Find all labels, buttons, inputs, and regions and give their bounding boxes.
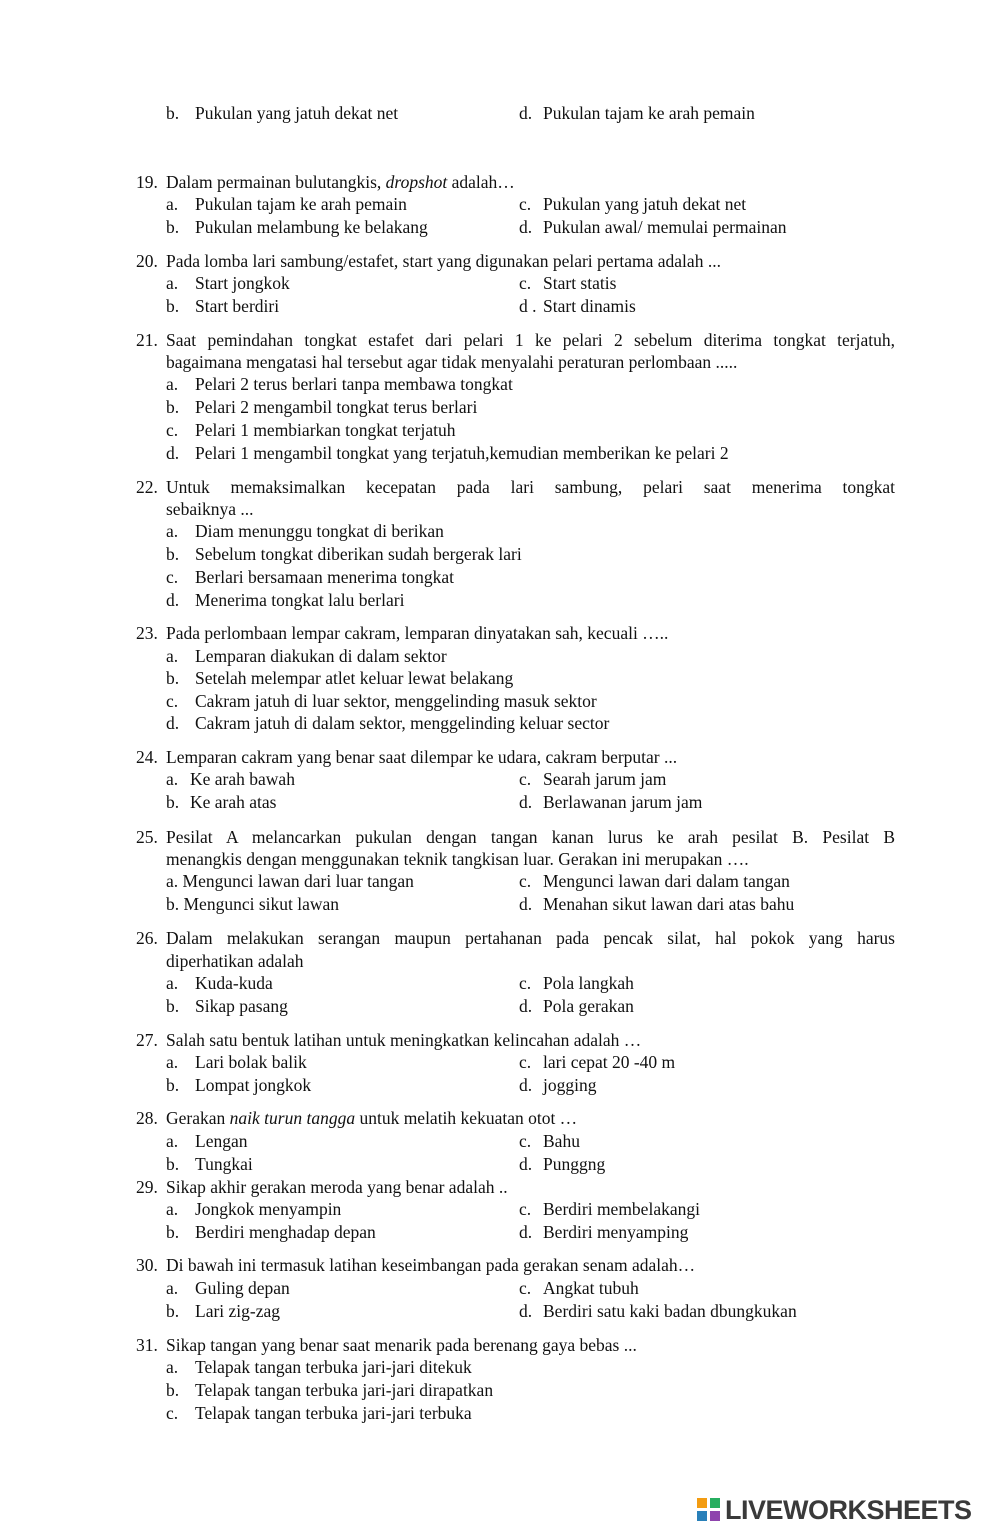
liveworksheets-logo-icon <box>697 1498 721 1522</box>
option-text: Pelari 2 terus berlari tanpa membawa tongkat <box>195 374 513 394</box>
question-22-text-line-1: Untuk memaksimalkan kecepatan pada lari sambung, pelari saat menerima tongkat <box>166 477 895 497</box>
option-letter: a. <box>166 1131 179 1151</box>
option-letter: a. <box>166 769 179 789</box>
option-letter: d. <box>519 1301 533 1321</box>
question-21-text-line-1: Saat pemindahan tongkat estafet dari pelari 1 ke pelari 2 sebelum diterima tongkat terjatuh, <box>166 330 895 350</box>
option-letter: d. <box>519 1075 533 1095</box>
question-29-option-c <box>519 1198 700 1220</box>
option-text: Start dinamis <box>543 296 636 316</box>
question-28-option-c <box>519 1130 580 1152</box>
question-31-text: Sikap tangan yang benar saat menarik pada berenang gaya bebas ... <box>166 1335 637 1355</box>
option-text: Start berdiri <box>195 296 280 316</box>
question-text-part: Dalam permainan bulutangkis, <box>166 172 386 192</box>
question-29-option-a <box>166 1198 341 1220</box>
question-21-option-d <box>166 442 729 464</box>
option-letter: c. <box>166 420 179 440</box>
option-letter: d. <box>166 713 180 733</box>
question-24-text: Lemparan cakram yang benar saat dilempar ke udara, cakram berputar ... <box>166 747 678 767</box>
option-letter: d. <box>519 792 533 812</box>
question-26-number: 26. <box>136 928 158 948</box>
option-letter: c. <box>519 1199 532 1219</box>
option-letter: d. <box>166 590 180 610</box>
option-text: Cakram jatuh di dalam sektor, menggelinding keluar sector <box>195 713 610 733</box>
option-text: Berlari bersamaan menerima tongkat <box>195 567 454 587</box>
question-23-text: Pada perlombaan lempar cakram, lemparan dinyatakan sah, kecuali ….. <box>166 623 669 643</box>
question-30-option-d <box>519 1300 797 1322</box>
question-text-part: adalah… <box>447 172 515 192</box>
option-text: Start jongkok <box>195 273 290 293</box>
question-text-part: Gerakan <box>166 1108 230 1128</box>
question-28-option-a <box>166 1130 247 1152</box>
option-text: Pelari 1 membiarkan tongkat terjatuh <box>195 420 456 440</box>
option-letter: b. <box>166 1301 180 1321</box>
question-24-option-a <box>166 768 295 790</box>
question-30-text: Di bawah ini termasuk latihan keseimbangan pada gerakan senam adalah… <box>166 1255 696 1275</box>
option-letter: a. <box>166 1357 179 1377</box>
question-22-option-d <box>166 589 404 611</box>
option-text: Lompat jongkok <box>195 1075 312 1095</box>
question-29-option-b <box>166 1221 376 1243</box>
question-22-option-b <box>166 543 522 565</box>
option-text: Pelari 2 mengambil tongkat terus berlari <box>195 397 478 417</box>
question-20-option-c <box>519 272 616 294</box>
option-letter: d. <box>519 1154 533 1174</box>
question-19-number: 19. <box>136 172 158 192</box>
option-text: Berlawanan jarum jam <box>543 792 703 812</box>
liveworksheets-logo-text: LIVEWORKSHEETS <box>725 1494 972 1525</box>
question-27-text: Salah satu bentuk latihan untuk meningkatkan kelincahan adalah … <box>166 1030 642 1050</box>
question-20-text: Pada lomba lari sambung/estafet, start yang digunakan pelari pertama adalah ... <box>166 251 721 271</box>
option-b <box>166 102 398 124</box>
option-text: Sikap pasang <box>195 996 288 1016</box>
option-text: lari cepat 20 -40 m <box>543 1052 676 1072</box>
option-text: Jongkok menyampin <box>195 1199 342 1219</box>
question-20-option-d <box>519 295 636 317</box>
option-letter: b. <box>166 397 180 417</box>
question-29-option-d <box>519 1221 688 1243</box>
option-letter: c. <box>166 691 179 711</box>
question-25-option-b <box>166 893 339 915</box>
option-text: Ke arah bawah <box>190 769 295 789</box>
option-letter: c. <box>519 973 532 993</box>
option-letter: d. <box>519 894 533 914</box>
option-text: Ke arah atas <box>190 792 277 812</box>
option-text: Mengunci lawan dari dalam tangan <box>543 871 790 891</box>
question-text-emphasis: naik turun tangga <box>229 1108 356 1128</box>
question-25-option-c <box>519 870 790 892</box>
option-text: Telapak tangan terbuka jari-jari terbuka <box>195 1403 472 1423</box>
option-text: Telapak tangan terbuka jari-jari dirapatkan <box>195 1380 494 1400</box>
option-text: Mengunci sikut lawan <box>183 894 340 914</box>
option-letter: b. <box>166 1075 180 1095</box>
question-22-option-c <box>166 566 454 588</box>
option-letter: b. <box>166 1380 180 1400</box>
question-22-option-a <box>166 520 444 542</box>
option-text: Lari zig-zag <box>195 1301 281 1321</box>
option-letter: d. <box>519 996 533 1016</box>
question-27-option-d <box>519 1074 596 1096</box>
question-21-option-b <box>166 396 477 418</box>
option-text: Tungkai <box>195 1154 253 1174</box>
option-letter: d. <box>166 443 180 463</box>
question-29-text: Sikap akhir gerakan meroda yang benar adalah .. <box>166 1177 508 1197</box>
option-text: Start statis <box>543 273 617 293</box>
question-25-number: 25. <box>136 827 158 847</box>
option-letter: b. <box>166 792 180 812</box>
option-text: Pukulan yang jatuh dekat net <box>543 194 747 214</box>
option-letter: b. <box>166 544 180 564</box>
question-23-option-a <box>166 645 447 667</box>
option-text: Berdiri membelakangi <box>543 1199 700 1219</box>
option-text: Guling depan <box>195 1278 290 1298</box>
question-20-number: 20. <box>136 251 158 271</box>
question-30-number: 30. <box>136 1255 158 1275</box>
option-text: Diam menunggu tongkat di berikan <box>195 521 444 541</box>
option-text: Menahan sikut lawan dari atas bahu <box>543 894 795 914</box>
option-letter: b. <box>166 894 180 914</box>
question-28-number: 28. <box>136 1108 158 1128</box>
question-26-option-d <box>519 995 634 1017</box>
question-26-option-a <box>166 972 273 994</box>
option-letter: d. <box>519 217 533 237</box>
option-letter: a. <box>166 1052 179 1072</box>
option-letter: a. <box>166 374 179 394</box>
option-letter: c. <box>166 1403 179 1423</box>
question-28-text <box>166 1107 577 1129</box>
question-23-number: 23. <box>136 623 158 643</box>
question-26-text-line-2: diperhatikan adalah <box>166 951 304 971</box>
option-letter: b. <box>166 296 180 316</box>
question-24-option-d <box>519 791 702 813</box>
option-text: Bahu <box>543 1131 580 1151</box>
option-text: Pola gerakan <box>543 996 634 1016</box>
option-text: Sebelum tongkat diberikan sudah bergerak lari <box>195 544 522 564</box>
question-31-number: 31. <box>136 1335 158 1355</box>
question-27-number: 27. <box>136 1030 158 1050</box>
option-text: Angkat tubuh <box>543 1278 639 1298</box>
option-letter: b. <box>166 1222 180 1242</box>
option-text: Pukulan awal/ memulai permainan <box>543 217 787 237</box>
question-28-option-b <box>166 1153 253 1175</box>
option-text: Berdiri menyamping <box>543 1222 689 1242</box>
option-text: Mengunci lawan dari luar tangan <box>182 871 414 891</box>
question-24-option-b <box>166 791 276 813</box>
option-letter: d. <box>519 103 533 123</box>
question-29-number: 29. <box>136 1177 158 1197</box>
question-25-option-a <box>166 870 414 892</box>
option-text: Pukulan tajam ke arah pemain <box>543 103 755 123</box>
option-letter: b. <box>166 668 180 688</box>
option-letter: d . <box>519 296 537 316</box>
option-letter: a. <box>166 1278 179 1298</box>
option-text: Pola langkah <box>543 973 634 993</box>
option-letter: c. <box>519 769 532 789</box>
option-letter: a. <box>166 1199 179 1219</box>
question-31-option-c <box>166 1402 472 1424</box>
option-text: Lari bolak balik <box>195 1052 307 1072</box>
question-27-option-a <box>166 1051 307 1073</box>
question-31-option-a <box>166 1356 472 1378</box>
question-21-number: 21. <box>136 330 158 350</box>
option-letter: a. <box>166 646 179 666</box>
question-25-text-line-1: Pesilat A melancarkan pukulan dengan tangan kanan lurus ke arah pesilat B. Pesilat B <box>166 827 895 847</box>
question-21-option-c <box>166 419 455 441</box>
question-25-text-line-2: menangkis dengan menggunakan teknik tangkisan luar. Gerakan ini merupakan …. <box>166 849 749 869</box>
option-letter: a. <box>166 871 179 891</box>
option-letter: c. <box>519 871 532 891</box>
option-letter: a. <box>166 521 179 541</box>
question-19-option-a <box>166 193 407 215</box>
question-23-option-c <box>166 690 597 712</box>
question-19-option-c <box>519 193 746 215</box>
option-letter: b. <box>166 996 180 1016</box>
question-25-option-d <box>519 893 794 915</box>
question-20-option-b <box>166 295 279 317</box>
option-letter: a. <box>166 273 179 293</box>
option-text: Lengan <box>195 1131 248 1151</box>
option-text: Punggng <box>543 1154 606 1174</box>
question-19-option-d <box>519 216 786 238</box>
option-text: Berdiri satu kaki badan dbungkukan <box>543 1301 797 1321</box>
question-19-option-b <box>166 216 428 238</box>
option-text: Pukulan melambung ke belakang <box>195 217 428 237</box>
question-21-text-line-2: bagaimana mengatasi hal tersebut agar tidak menyalahi peraturan perlombaan ..... <box>166 352 738 372</box>
question-24-number: 24. <box>136 747 158 767</box>
option-text: Setelah melempar atlet keluar lewat belakang <box>195 668 514 688</box>
question-22-number: 22. <box>136 477 158 497</box>
question-30-option-c <box>519 1277 639 1299</box>
question-text-emphasis: dropshot <box>385 172 448 192</box>
question-30-option-a <box>166 1277 290 1299</box>
option-text: Telapak tangan terbuka jari-jari ditekuk <box>195 1357 472 1377</box>
option-text: Berdiri menghadap depan <box>195 1222 376 1242</box>
option-letter: b. <box>166 103 180 123</box>
option-letter: a. <box>166 194 179 214</box>
option-text: Pelari 1 mengambil tongkat yang terjatuh,kemudian memberikan ke pelari 2 <box>195 443 729 463</box>
option-text: Kuda-kuda <box>195 973 273 993</box>
question-23-option-b <box>166 667 513 689</box>
option-text: Searah jarum jam <box>543 769 667 789</box>
option-letter: c. <box>519 1052 532 1072</box>
option-text: Lemparan diakukan di dalam sektor <box>195 646 447 666</box>
option-text: Pukulan yang jatuh dekat net <box>195 103 399 123</box>
question-27-option-b <box>166 1074 311 1096</box>
question-24-option-c <box>519 768 666 790</box>
question-20-option-a <box>166 272 290 294</box>
question-19-text <box>166 171 515 193</box>
liveworksheets-logo <box>697 1494 972 1526</box>
option-text: Menerima tongkat lalu berlari <box>195 590 405 610</box>
question-30-option-b <box>166 1300 280 1322</box>
question-26-text-line-1: Dalam melakukan serangan maupun pertahanan pada pencak silat, hal pokok yang harus <box>166 928 895 948</box>
question-21-option-a <box>166 373 513 395</box>
option-letter: d. <box>519 1222 533 1242</box>
question-23-option-d <box>166 712 609 734</box>
option-text: Pukulan tajam ke arah pemain <box>195 194 407 214</box>
option-letter: c. <box>519 1278 532 1298</box>
option-letter: c. <box>166 567 179 587</box>
option-text: Cakram jatuh di luar sektor, menggelinding masuk sektor <box>195 691 597 711</box>
question-31-option-b <box>166 1379 493 1401</box>
question-26-option-b <box>166 995 288 1017</box>
option-d <box>519 102 755 124</box>
option-letter: c. <box>519 1131 532 1151</box>
option-letter: b. <box>166 1154 180 1174</box>
question-26-option-c <box>519 972 634 994</box>
question-28-option-d <box>519 1153 605 1175</box>
option-letter: c. <box>519 273 532 293</box>
question-22-text-line-2: sebaiknya ... <box>166 499 254 519</box>
option-text: jogging <box>543 1075 597 1095</box>
question-27-option-c <box>519 1051 675 1073</box>
option-letter: c. <box>519 194 532 214</box>
option-letter: a. <box>166 973 179 993</box>
option-letter: b. <box>166 217 180 237</box>
question-text-part: untuk melatih kekuatan otot … <box>355 1108 578 1128</box>
